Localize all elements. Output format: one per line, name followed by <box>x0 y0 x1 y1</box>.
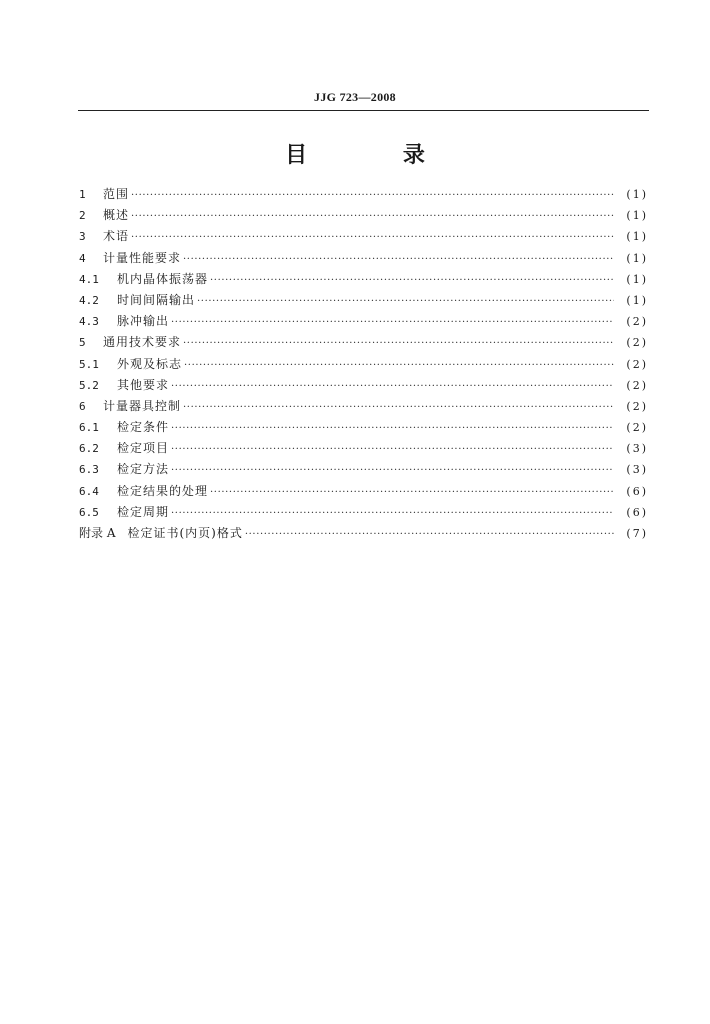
toc-entry-title: 检定项目 <box>117 441 170 456</box>
toc-entry-4-2[interactable] <box>79 290 648 311</box>
toc-entry-page: (1) <box>626 209 648 223</box>
toc-dot-leader <box>131 185 614 206</box>
toc-entry-5[interactable] <box>79 332 648 353</box>
toc-entry-number: 4.1 <box>79 272 99 286</box>
toc-entry-number: 4 <box>79 251 86 265</box>
toc-entry-3[interactable] <box>79 226 648 247</box>
toc-entry-5-2[interactable] <box>79 375 648 396</box>
toc-dot-leader <box>171 460 614 481</box>
toc-entry-page: (3) <box>626 442 648 456</box>
toc-entry-title: 范围 <box>103 187 130 201</box>
toc-entry-title: 术语 <box>103 229 130 244</box>
toc-entry-number: 5.2 <box>79 378 99 392</box>
toc-entry-6-4[interactable] <box>79 481 648 502</box>
toc-entry-title: 检定周期 <box>117 504 170 519</box>
toc-title: 目 录 <box>285 143 469 168</box>
toc-entry-number: 6.5 <box>79 505 99 519</box>
toc-entry-title: 检定证书(内页)格式 <box>127 526 243 540</box>
toc-entry-page: (1) <box>626 188 648 201</box>
toc-entry-title: 其他要求 <box>117 377 170 392</box>
toc-entry-6[interactable] <box>79 396 648 417</box>
toc-entry-title: 计量性能要求 <box>103 250 182 265</box>
toc-entry-page: (6) <box>626 484 648 498</box>
toc-dot-leader <box>210 482 614 503</box>
toc-entry-number: 6.3 <box>79 463 99 477</box>
toc-entry-5-1[interactable] <box>79 354 648 375</box>
toc-dot-leader <box>131 227 614 248</box>
toc-entry-number: 6.4 <box>79 484 99 498</box>
toc-entry-1[interactable] <box>79 184 648 205</box>
toc-entry-number: 6.1 <box>79 421 99 435</box>
toc-entry-page: (1) <box>626 293 648 307</box>
toc-entry-number: 5.1 <box>79 357 99 371</box>
toc-entry-title: 计量器具控制 <box>103 398 182 413</box>
toc-entry-title: 机内晶体振荡器 <box>117 271 209 286</box>
toc-entry-page: (6) <box>626 505 648 519</box>
toc-entry-title: 检定方法 <box>117 462 170 477</box>
toc-entry-number: 5 <box>79 336 86 350</box>
toc-entry-page: (2) <box>626 336 648 350</box>
toc-entry-4-3[interactable] <box>79 311 648 332</box>
toc-entry-number: 2 <box>79 209 86 223</box>
toc-entry-number: 4.2 <box>79 293 99 307</box>
toc-entry-6-2[interactable] <box>79 438 648 459</box>
table-of-contents <box>79 184 648 544</box>
toc-entry-number: 4.3 <box>79 315 99 329</box>
toc-entry-6-5[interactable] <box>79 502 648 523</box>
toc-entry-title: 检定条件 <box>117 420 170 435</box>
header-rule <box>78 110 649 111</box>
toc-entry-6-1[interactable] <box>79 417 648 438</box>
toc-entry-page: (1) <box>626 230 648 244</box>
toc-entry-4[interactable] <box>79 248 648 269</box>
toc-entry-title: 概述 <box>103 208 130 223</box>
toc-entry-page: (1) <box>626 251 648 265</box>
toc-entry-page: (2) <box>626 421 648 435</box>
toc-entry-2[interactable] <box>79 205 648 226</box>
toc-entry-title: 外观及标志 <box>117 356 183 371</box>
toc-dot-leader <box>171 418 614 439</box>
toc-entry-page: (3) <box>626 463 648 477</box>
toc-dot-leader <box>245 524 614 545</box>
toc-entry-number: 1 <box>79 188 86 201</box>
toc-entry-number: 3 <box>79 230 86 244</box>
toc-dot-leader <box>171 439 614 460</box>
toc-entry-page: (2) <box>626 315 648 329</box>
toc-dot-leader <box>184 355 614 376</box>
toc-entry-page: (2) <box>626 378 648 392</box>
toc-dot-leader <box>171 503 614 524</box>
toc-dot-leader <box>171 312 614 333</box>
toc-entry-4-1[interactable] <box>79 269 648 290</box>
toc-dot-leader <box>131 206 614 227</box>
toc-entry-page: (2) <box>626 357 648 371</box>
toc-entry-page: (2) <box>626 399 648 413</box>
toc-entry-number: 6 <box>79 399 86 413</box>
toc-entry-title: 脉冲输出 <box>117 314 170 329</box>
toc-entry-6-3[interactable] <box>79 459 648 480</box>
toc-dot-leader <box>210 270 614 291</box>
toc-entry-number: 附录 A <box>79 526 116 540</box>
toc-dot-leader <box>171 376 614 397</box>
toc-entry-title: 检定结果的处理 <box>117 483 209 498</box>
toc-entry-page: (1) <box>626 272 648 286</box>
toc-dot-leader <box>183 397 614 418</box>
toc-entry-title: 通用技术要求 <box>103 335 182 350</box>
toc-entry-page: (7) <box>626 527 648 540</box>
page-header: JJG 723—2008 <box>314 90 396 104</box>
toc-entry-appendix-a[interactable] <box>79 523 648 544</box>
toc-dot-leader <box>197 291 614 312</box>
toc-dot-leader <box>183 249 614 270</box>
toc-entry-number: 6.2 <box>79 442 99 456</box>
toc-entry-title: 时间间隔输出 <box>117 292 196 307</box>
toc-dot-leader <box>183 333 614 354</box>
